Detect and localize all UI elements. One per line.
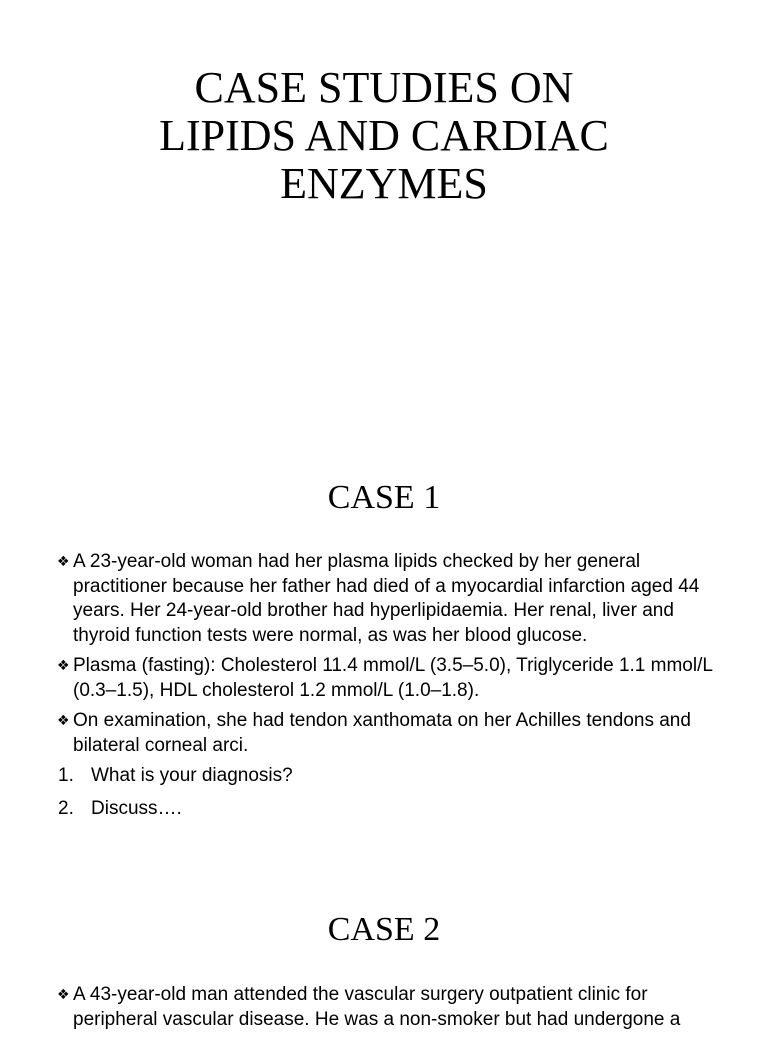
case-2-bullet-history: [58, 983, 718, 1032]
question-text: Discuss….: [91, 797, 182, 819]
bullet-text: Plasma (fasting): Cholesterol 11.4 mmol/L (3.5–5.0), Triglyceride 1.1 mmol/L (0.3–1.5), HDL cholesterol 1.2 mmol/L (1.0–1.8).: [73, 655, 713, 701]
document-title: [0, 64, 768, 208]
case-2-heading: CASE 2: [327, 911, 441, 948]
title-line-1: CASE STUDIES ON: [194, 63, 574, 112]
diamond-bullet-icon: ❖: [57, 658, 70, 674]
case-1-content: [58, 550, 718, 829]
bullet-text: On examination, she had tendon xanthomata on her Achilles tendons and bilateral corneal arci.: [73, 710, 691, 756]
case-1-bullet-history: [58, 550, 718, 648]
case-1-bullet-examination: [58, 709, 718, 758]
diamond-bullet-icon: ❖: [57, 554, 70, 570]
title-line-3: ENZYMES: [280, 159, 488, 208]
diamond-bullet-icon: ❖: [57, 713, 70, 729]
case-1-heading: CASE 1: [327, 479, 441, 516]
question-number: 2.: [58, 797, 74, 819]
title-slide: [0, 0, 768, 440]
question-text: What is your diagnosis?: [91, 765, 293, 786]
title-line-2: LIPIDS AND CARDIAC: [159, 111, 609, 160]
bullet-text: A 43-year-old man attended the vascular surgery outpatient clinic for peripheral vascular disease. He was a non-smoker but had undergone a: [73, 984, 681, 1030]
case-1-question-1: [58, 764, 718, 789]
case-1-question-2: [58, 797, 718, 822]
diamond-bullet-icon: ❖: [57, 987, 70, 1003]
bullet-text: A 23-year-old woman had her plasma lipids checked by her general practitioner because her father had died of a myocardial infarction aged 44 years. Her 24-year-old brother had hyperlipidaemia. Her renal, liver and thyroid function tests were normal, as was her blood glucose.: [73, 551, 700, 646]
question-number: 1.: [58, 765, 74, 786]
case-1-bullet-plasma: [58, 654, 718, 703]
case-2-content: [58, 983, 718, 1038]
